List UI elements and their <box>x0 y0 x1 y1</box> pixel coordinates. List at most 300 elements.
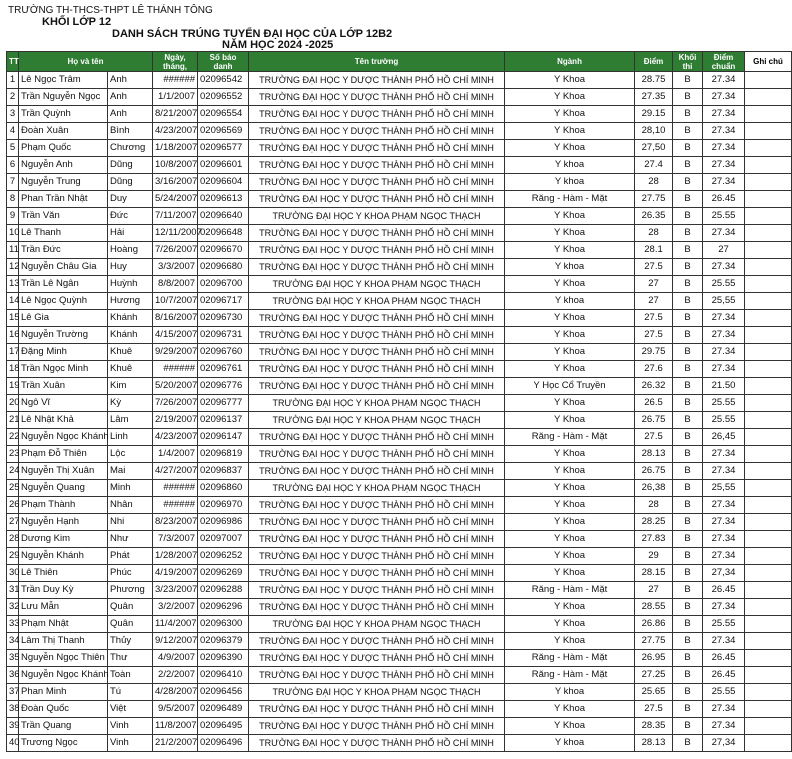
cell-tt[interactable]: 38 <box>7 701 19 718</box>
cell-major[interactable]: Y Khoa <box>505 140 635 157</box>
cell-school[interactable]: TRƯỜNG ĐẠI HỌC Y DƯỢC THÀNH PHỐ HỒ CHÍ MINH <box>249 599 505 616</box>
cell-sbd[interactable]: 02097007 <box>198 531 249 548</box>
cell-note[interactable] <box>745 599 792 616</box>
cell-dob[interactable]: ###### <box>153 361 198 378</box>
cell-surname[interactable]: Trương Ngọc <box>19 735 108 752</box>
cell-given-name[interactable]: Thư <box>108 650 153 667</box>
cell-score[interactable]: 28 <box>635 225 673 242</box>
cell-surname[interactable]: Dương Kim <box>19 531 108 548</box>
cell-tt[interactable]: 12 <box>7 259 19 276</box>
cell-surname[interactable]: Phan Trần Nhật <box>19 191 108 208</box>
cell-sbd[interactable]: 02096552 <box>198 89 249 106</box>
cell-school[interactable]: TRƯỜNG ĐẠI HỌC Y DƯỢC THÀNH PHỐ HỒ CHÍ MINH <box>249 123 505 140</box>
cell-sbd[interactable]: 02096761 <box>198 361 249 378</box>
cell-cutoff[interactable]: 27 <box>703 242 745 259</box>
cell-block[interactable]: B <box>673 72 703 89</box>
cell-cutoff[interactable]: 27.34 <box>703 174 745 191</box>
cell-dob[interactable]: 3/2/2007 <box>153 599 198 616</box>
cell-school[interactable]: TRƯỜNG ĐẠI HỌC Y DƯỢC THÀNH PHỐ HỒ CHÍ MINH <box>249 378 505 395</box>
cell-major[interactable]: Răng - Hàm - Mặt <box>505 429 635 446</box>
cell-sbd[interactable]: 02096390 <box>198 650 249 667</box>
cell-sbd[interactable]: 02096410 <box>198 667 249 684</box>
cell-major[interactable]: Y Khoa <box>505 514 635 531</box>
cell-surname[interactable]: Phạm Thành <box>19 497 108 514</box>
cell-block[interactable]: B <box>673 208 703 225</box>
cell-given-name[interactable]: Vinh <box>108 718 153 735</box>
cell-major[interactable]: Y Khoa <box>505 395 635 412</box>
cell-surname[interactable]: Nguyễn Quang <box>19 480 108 497</box>
cell-score[interactable]: 27.6 <box>635 361 673 378</box>
cell-block[interactable]: B <box>673 293 703 310</box>
cell-block[interactable]: B <box>673 684 703 701</box>
cell-surname[interactable]: Đặng Minh <box>19 344 108 361</box>
cell-score[interactable]: 26,38 <box>635 480 673 497</box>
cell-tt[interactable]: 40 <box>7 735 19 752</box>
cell-sbd[interactable]: 02096569 <box>198 123 249 140</box>
cell-tt[interactable]: 22 <box>7 429 19 446</box>
cell-surname[interactable]: Nguyễn Ngọc Khánh <box>19 667 108 684</box>
cell-dob[interactable]: 4/23/2007 <box>153 123 198 140</box>
cell-surname[interactable]: Lê Ngọc Trâm <box>19 72 108 89</box>
cell-note[interactable] <box>745 701 792 718</box>
cell-major[interactable]: Y Khoa <box>505 361 635 378</box>
cell-major[interactable]: Y Khoa <box>505 89 635 106</box>
cell-tt[interactable]: 3 <box>7 106 19 123</box>
cell-school[interactable]: TRƯỜNG ĐẠI HỌC Y DƯỢC THÀNH PHỐ HỒ CHÍ MINH <box>249 191 505 208</box>
cell-tt[interactable]: 13 <box>7 276 19 293</box>
cell-surname[interactable]: Trần Nguyễn Ngọc <box>19 89 108 106</box>
cell-major[interactable]: Y Khoa <box>505 480 635 497</box>
cell-sbd[interactable]: 02096730 <box>198 310 249 327</box>
cell-score[interactable]: 28.35 <box>635 718 673 735</box>
cell-sbd[interactable]: 02096776 <box>198 378 249 395</box>
cell-sbd[interactable]: 02096731 <box>198 327 249 344</box>
cell-note[interactable] <box>745 191 792 208</box>
cell-cutoff[interactable]: 27,34 <box>703 735 745 752</box>
cell-surname[interactable]: Phạm Nhật <box>19 616 108 633</box>
cell-dob[interactable]: 3/16/2007 <box>153 174 198 191</box>
cell-school[interactable]: TRƯỜNG ĐẠI HỌC Y DƯỢC THÀNH PHỐ HỒ CHÍ MINH <box>249 225 505 242</box>
cell-score[interactable]: 27.5 <box>635 310 673 327</box>
cell-cutoff[interactable]: 27.34 <box>703 259 745 276</box>
cell-dob[interactable]: 4/27/2007 <box>153 463 198 480</box>
cell-given-name[interactable]: Khuê <box>108 361 153 378</box>
cell-score[interactable]: 27.75 <box>635 191 673 208</box>
cell-dob[interactable]: 7/26/2007 <box>153 395 198 412</box>
cell-dob[interactable]: 11/8/2007 <box>153 718 198 735</box>
cell-note[interactable] <box>745 140 792 157</box>
cell-note[interactable] <box>745 259 792 276</box>
cell-note[interactable] <box>745 310 792 327</box>
cell-note[interactable] <box>745 548 792 565</box>
cell-block[interactable]: B <box>673 225 703 242</box>
cell-given-name[interactable]: Việt <box>108 701 153 718</box>
cell-surname[interactable]: Nguyễn Thị Xuân <box>19 463 108 480</box>
cell-block[interactable]: B <box>673 582 703 599</box>
cell-note[interactable] <box>745 327 792 344</box>
cell-dob[interactable]: 8/21/2007 <box>153 106 198 123</box>
cell-given-name[interactable]: Khánh <box>108 310 153 327</box>
cell-note[interactable] <box>745 157 792 174</box>
cell-score[interactable]: 28.55 <box>635 599 673 616</box>
cell-cutoff[interactable]: 27.34 <box>703 344 745 361</box>
cell-note[interactable] <box>745 582 792 599</box>
cell-note[interactable] <box>745 225 792 242</box>
cell-major[interactable]: Y Khoa <box>505 446 635 463</box>
cell-given-name[interactable]: Toàn <box>108 667 153 684</box>
cell-block[interactable]: B <box>673 514 703 531</box>
cell-cutoff[interactable]: 27.34 <box>703 548 745 565</box>
cell-note[interactable] <box>745 463 792 480</box>
cell-score[interactable]: 26.75 <box>635 412 673 429</box>
cell-note[interactable] <box>745 72 792 89</box>
cell-block[interactable]: B <box>673 378 703 395</box>
cell-school[interactable]: TRƯỜNG ĐẠI HỌC Y DƯỢC THÀNH PHỐ HỒ CHÍ MINH <box>249 89 505 106</box>
cell-major[interactable]: Y Khoa <box>505 701 635 718</box>
cell-given-name[interactable]: Đức <box>108 208 153 225</box>
cell-surname[interactable]: Lưu Mẫn <box>19 599 108 616</box>
cell-cutoff[interactable]: 26.45 <box>703 582 745 599</box>
cell-sbd[interactable]: 02096613 <box>198 191 249 208</box>
cell-note[interactable] <box>745 89 792 106</box>
cell-major[interactable]: Y Khoa <box>505 565 635 582</box>
cell-note[interactable] <box>745 531 792 548</box>
cell-tt[interactable]: 8 <box>7 191 19 208</box>
cell-dob[interactable]: 4/23/2007 <box>153 429 198 446</box>
cell-dob[interactable]: 8/16/2007 <box>153 310 198 327</box>
cell-school[interactable]: TRƯỜNG ĐẠI HỌC Y DƯỢC THÀNH PHỐ HỒ CHÍ MINH <box>249 650 505 667</box>
cell-cutoff[interactable]: 25.55 <box>703 616 745 633</box>
cell-dob[interactable]: 3/23/2007 <box>153 582 198 599</box>
cell-tt[interactable]: 21 <box>7 412 19 429</box>
cell-dob[interactable]: ###### <box>153 497 198 514</box>
cell-tt[interactable]: 20 <box>7 395 19 412</box>
cell-cutoff[interactable]: 27.34 <box>703 89 745 106</box>
cell-major[interactable]: Y Khoa <box>505 548 635 565</box>
cell-school[interactable]: TRƯỜNG ĐẠI HỌC Y DƯỢC THÀNH PHỐ HỒ CHÍ MINH <box>249 633 505 650</box>
cell-given-name[interactable]: Dũng <box>108 174 153 191</box>
cell-cutoff[interactable]: 27.34 <box>703 463 745 480</box>
cell-dob[interactable]: 4/28/2007 <box>153 684 198 701</box>
cell-dob[interactable]: 2/2/2007 <box>153 667 198 684</box>
cell-major[interactable]: Y Khoa <box>505 531 635 548</box>
cell-school[interactable]: TRƯỜNG ĐẠI HỌC Y KHOA PHẠM NGỌC THẠCH <box>249 412 505 429</box>
cell-sbd[interactable]: 02096296 <box>198 599 249 616</box>
cell-dob[interactable]: 1/18/2007 <box>153 140 198 157</box>
cell-tt[interactable]: 27 <box>7 514 19 531</box>
cell-cutoff[interactable]: 27.34 <box>703 106 745 123</box>
cell-note[interactable] <box>745 208 792 225</box>
cell-dob[interactable]: ###### <box>153 480 198 497</box>
cell-block[interactable]: B <box>673 565 703 582</box>
cell-tt[interactable]: 30 <box>7 565 19 582</box>
cell-surname[interactable]: Đoàn Xuân <box>19 123 108 140</box>
cell-given-name[interactable]: Nhi <box>108 514 153 531</box>
cell-school[interactable]: TRƯỜNG ĐẠI HỌC Y KHOA PHẠM NGỌC THẠCH <box>249 208 505 225</box>
cell-surname[interactable]: Nguyễn Châu Gia <box>19 259 108 276</box>
cell-cutoff[interactable]: 26.45 <box>703 191 745 208</box>
cell-score[interactable]: 28 <box>635 497 673 514</box>
cell-major[interactable]: Y Học Cổ Truyền <box>505 378 635 395</box>
cell-sbd[interactable]: 02096860 <box>198 480 249 497</box>
cell-sbd[interactable]: 02096777 <box>198 395 249 412</box>
cell-note[interactable] <box>745 497 792 514</box>
cell-note[interactable] <box>745 344 792 361</box>
cell-dob[interactable]: 7/3/2007 <box>153 531 198 548</box>
cell-block[interactable]: B <box>673 701 703 718</box>
cell-given-name[interactable]: Nhân <box>108 497 153 514</box>
cell-block[interactable]: B <box>673 259 703 276</box>
cell-block[interactable]: B <box>673 463 703 480</box>
cell-school[interactable]: TRƯỜNG ĐẠI HỌC Y DƯỢC THÀNH PHỐ HỒ CHÍ MINH <box>249 548 505 565</box>
cell-block[interactable]: B <box>673 191 703 208</box>
cell-block[interactable]: B <box>673 548 703 565</box>
cell-given-name[interactable]: Huỳnh <box>108 276 153 293</box>
cell-major[interactable]: Răng - Hàm - Mặt <box>505 667 635 684</box>
cell-dob[interactable]: 1/28/2007 <box>153 548 198 565</box>
cell-given-name[interactable]: Lâm <box>108 412 153 429</box>
cell-note[interactable] <box>745 514 792 531</box>
cell-sbd[interactable]: 02096489 <box>198 701 249 718</box>
cell-score[interactable]: 28.13 <box>635 735 673 752</box>
cell-school[interactable]: TRƯỜNG ĐẠI HỌC Y DƯỢC THÀNH PHỐ HỒ CHÍ MINH <box>249 463 505 480</box>
cell-tt[interactable]: 5 <box>7 140 19 157</box>
cell-major[interactable]: Y Khoa <box>505 327 635 344</box>
cell-sbd[interactable]: 02096496 <box>198 735 249 752</box>
cell-tt[interactable]: 18 <box>7 361 19 378</box>
cell-sbd[interactable]: 02096760 <box>198 344 249 361</box>
cell-cutoff[interactable]: 27.34 <box>703 140 745 157</box>
cell-major[interactable]: Y khoa <box>505 684 635 701</box>
cell-dob[interactable]: 5/20/2007 <box>153 378 198 395</box>
cell-surname[interactable]: Ngô Vĩ <box>19 395 108 412</box>
cell-note[interactable] <box>745 480 792 497</box>
cell-block[interactable]: B <box>673 429 703 446</box>
cell-given-name[interactable]: Phương <box>108 582 153 599</box>
cell-score[interactable]: 26.95 <box>635 650 673 667</box>
cell-given-name[interactable]: Kỳ <box>108 395 153 412</box>
cell-surname[interactable]: Lê Ngọc Quỳnh <box>19 293 108 310</box>
cell-note[interactable] <box>745 718 792 735</box>
cell-tt[interactable]: 23 <box>7 446 19 463</box>
cell-given-name[interactable]: Anh <box>108 72 153 89</box>
cell-dob[interactable]: 4/19/2007 <box>153 565 198 582</box>
cell-block[interactable]: B <box>673 310 703 327</box>
cell-score[interactable]: 28.1 <box>635 242 673 259</box>
cell-major[interactable]: Y khoa <box>505 293 635 310</box>
cell-sbd[interactable]: 02096554 <box>198 106 249 123</box>
cell-score[interactable]: 28.15 <box>635 565 673 582</box>
cell-school[interactable]: TRƯỜNG ĐẠI HỌC Y DƯỢC THÀNH PHỐ HỒ CHÍ MINH <box>249 718 505 735</box>
cell-cutoff[interactable]: 21.50 <box>703 378 745 395</box>
cell-tt[interactable]: 34 <box>7 633 19 650</box>
cell-score[interactable]: 26.86 <box>635 616 673 633</box>
cell-score[interactable]: 26.32 <box>635 378 673 395</box>
cell-dob[interactable]: 11/4/2007 <box>153 616 198 633</box>
cell-school[interactable]: TRƯỜNG ĐẠI HỌC Y DƯỢC THÀNH PHỐ HỒ CHÍ MINH <box>249 344 505 361</box>
cell-major[interactable]: Y khoa <box>505 735 635 752</box>
cell-cutoff[interactable]: 27.34 <box>703 497 745 514</box>
cell-tt[interactable]: 6 <box>7 157 19 174</box>
cell-score[interactable]: 27.5 <box>635 327 673 344</box>
cell-given-name[interactable]: Khuê <box>108 344 153 361</box>
cell-cutoff[interactable]: 27.34 <box>703 225 745 242</box>
cell-dob[interactable]: 1/1/2007 <box>153 89 198 106</box>
cell-sbd[interactable]: 02096601 <box>198 157 249 174</box>
cell-surname[interactable]: Nguyễn Trung <box>19 174 108 191</box>
cell-note[interactable] <box>745 361 792 378</box>
cell-sbd[interactable]: 02096970 <box>198 497 249 514</box>
cell-block[interactable]: B <box>673 667 703 684</box>
cell-block[interactable]: B <box>673 174 703 191</box>
cell-cutoff[interactable]: 27.34 <box>703 446 745 463</box>
cell-given-name[interactable]: Anh <box>108 89 153 106</box>
cell-surname[interactable]: Lê Thiên <box>19 565 108 582</box>
cell-surname[interactable]: Nguyễn Ngọc Thiên <box>19 650 108 667</box>
cell-major[interactable]: Y Khoa <box>505 497 635 514</box>
cell-surname[interactable]: Trần Văn <box>19 208 108 225</box>
cell-sbd[interactable]: 02096137 <box>198 412 249 429</box>
cell-surname[interactable]: Nguyễn Hạnh <box>19 514 108 531</box>
cell-note[interactable] <box>745 242 792 259</box>
cell-tt[interactable]: 19 <box>7 378 19 395</box>
cell-given-name[interactable]: Dũng <box>108 157 153 174</box>
cell-sbd[interactable]: 02096986 <box>198 514 249 531</box>
cell-cutoff[interactable]: 27.34 <box>703 310 745 327</box>
cell-surname[interactable]: Trần Quỳnh <box>19 106 108 123</box>
cell-given-name[interactable]: Quân <box>108 616 153 633</box>
cell-score[interactable]: 27.83 <box>635 531 673 548</box>
cell-note[interactable] <box>745 174 792 191</box>
cell-major[interactable]: Y Khoa <box>505 412 635 429</box>
cell-tt[interactable]: 14 <box>7 293 19 310</box>
cell-dob[interactable]: 9/29/2007 <box>153 344 198 361</box>
cell-tt[interactable]: 2 <box>7 89 19 106</box>
cell-major[interactable]: Y Khoa <box>505 276 635 293</box>
cell-block[interactable]: B <box>673 599 703 616</box>
cell-score[interactable]: 26.35 <box>635 208 673 225</box>
cell-block[interactable]: B <box>673 242 703 259</box>
cell-sbd[interactable]: 02096456 <box>198 684 249 701</box>
cell-block[interactable]: B <box>673 616 703 633</box>
cell-major[interactable]: Y Khoa <box>505 72 635 89</box>
cell-block[interactable]: B <box>673 123 703 140</box>
cell-block[interactable]: B <box>673 140 703 157</box>
cell-school[interactable]: TRƯỜNG ĐẠI HỌC Y DƯỢC THÀNH PHỐ HỒ CHÍ MINH <box>249 72 505 89</box>
cell-score[interactable]: 29 <box>635 548 673 565</box>
cell-sbd[interactable]: 02096288 <box>198 582 249 599</box>
cell-surname[interactable]: Nguyễn Anh <box>19 157 108 174</box>
cell-tt[interactable]: 36 <box>7 667 19 684</box>
cell-major[interactable]: Y Khoa <box>505 225 635 242</box>
cell-sbd[interactable]: 02096542 <box>198 72 249 89</box>
cell-score[interactable]: 27 <box>635 293 673 310</box>
cell-tt[interactable]: 28 <box>7 531 19 548</box>
cell-block[interactable]: B <box>673 718 703 735</box>
cell-tt[interactable]: 39 <box>7 718 19 735</box>
cell-note[interactable] <box>745 565 792 582</box>
cell-dob[interactable]: 1/4/2007 <box>153 446 198 463</box>
cell-school[interactable]: TRƯỜNG ĐẠI HỌC Y DƯỢC THÀNH PHỐ HỒ CHÍ MINH <box>249 446 505 463</box>
cell-sbd[interactable]: 02096495 <box>198 718 249 735</box>
cell-surname[interactable]: Phạm Quốc <box>19 140 108 157</box>
cell-given-name[interactable]: Minh <box>108 480 153 497</box>
cell-school[interactable]: TRƯỜNG ĐẠI HỌC Y DƯỢC THÀNH PHỐ HỒ CHÍ MINH <box>249 565 505 582</box>
cell-surname[interactable]: Nguyễn Khánh <box>19 548 108 565</box>
cell-major[interactable]: Y Khoa <box>505 242 635 259</box>
cell-major[interactable]: Y Khoa <box>505 310 635 327</box>
cell-school[interactable]: TRƯỜNG ĐẠI HỌC Y KHOA PHẠM NGỌC THẠCH <box>249 616 505 633</box>
cell-cutoff[interactable]: 27.34 <box>703 157 745 174</box>
cell-tt[interactable]: 17 <box>7 344 19 361</box>
cell-sbd[interactable]: 02096648 <box>198 225 249 242</box>
cell-school[interactable]: TRƯỜNG ĐẠI HỌC Y DƯỢC THÀNH PHỐ HỒ CHÍ MINH <box>249 514 505 531</box>
cell-cutoff[interactable]: 27.34 <box>703 599 745 616</box>
cell-school[interactable]: TRƯỜNG ĐẠI HỌC Y DƯỢC THÀNH PHỐ HỒ CHÍ MINH <box>249 701 505 718</box>
cell-block[interactable]: B <box>673 276 703 293</box>
cell-note[interactable] <box>745 412 792 429</box>
cell-tt[interactable]: 31 <box>7 582 19 599</box>
cell-note[interactable] <box>745 293 792 310</box>
cell-major[interactable]: Y khoa <box>505 259 635 276</box>
cell-surname[interactable]: Trần Xuân <box>19 378 108 395</box>
cell-tt[interactable]: 7 <box>7 174 19 191</box>
cell-block[interactable]: B <box>673 157 703 174</box>
cell-cutoff[interactable]: 26.45 <box>703 650 745 667</box>
cell-score[interactable]: 27.5 <box>635 429 673 446</box>
cell-school[interactable]: TRƯỜNG ĐẠI HỌC Y DƯỢC THÀNH PHỐ HỒ CHÍ MINH <box>249 531 505 548</box>
cell-cutoff[interactable]: 25.55 <box>703 684 745 701</box>
cell-major[interactable]: Y Khoa <box>505 718 635 735</box>
cell-dob[interactable]: 8/8/2007 <box>153 276 198 293</box>
cell-given-name[interactable]: Linh <box>108 429 153 446</box>
cell-note[interactable] <box>745 106 792 123</box>
cell-note[interactable] <box>745 429 792 446</box>
cell-school[interactable]: TRƯỜNG ĐẠI HỌC Y DƯỢC THÀNH PHỐ HỒ CHÍ MINH <box>249 106 505 123</box>
cell-cutoff[interactable]: 27.34 <box>703 361 745 378</box>
cell-given-name[interactable]: Phúc <box>108 565 153 582</box>
cell-block[interactable]: B <box>673 497 703 514</box>
cell-major[interactable]: Y Khoa <box>505 633 635 650</box>
cell-score[interactable]: 27.25 <box>635 667 673 684</box>
cell-school[interactable]: TRƯỜNG ĐẠI HỌC Y DƯỢC THÀNH PHỐ HỒ CHÍ MINH <box>249 667 505 684</box>
cell-score[interactable]: 27.5 <box>635 259 673 276</box>
cell-surname[interactable]: Nguyễn Trường <box>19 327 108 344</box>
cell-sbd[interactable]: 02096837 <box>198 463 249 480</box>
cell-score[interactable]: 26.75 <box>635 463 673 480</box>
cell-major[interactable]: Răng - Hàm - Mặt <box>505 650 635 667</box>
cell-cutoff[interactable]: 27.34 <box>703 701 745 718</box>
cell-school[interactable]: TRƯỜNG ĐẠI HỌC Y KHOA PHẠM NGỌC THẠCH <box>249 395 505 412</box>
cell-given-name[interactable]: Hương <box>108 293 153 310</box>
cell-sbd[interactable]: 02096604 <box>198 174 249 191</box>
cell-school[interactable]: TRƯỜNG ĐẠI HỌC Y DƯỢC THÀNH PHỐ HỒ CHÍ MINH <box>249 259 505 276</box>
cell-school[interactable]: TRƯỜNG ĐẠI HỌC Y DƯỢC THÀNH PHỐ HỒ CHÍ MINH <box>249 140 505 157</box>
cell-tt[interactable]: 32 <box>7 599 19 616</box>
cell-dob[interactable]: 7/26/2007 <box>153 242 198 259</box>
cell-tt[interactable]: 4 <box>7 123 19 140</box>
cell-surname[interactable]: Lê Thanh <box>19 225 108 242</box>
cell-sbd[interactable]: 02096717 <box>198 293 249 310</box>
cell-score[interactable]: 28.75 <box>635 72 673 89</box>
cell-tt[interactable]: 9 <box>7 208 19 225</box>
cell-given-name[interactable]: Như <box>108 531 153 548</box>
cell-block[interactable]: B <box>673 480 703 497</box>
cell-surname[interactable]: Phan Minh <box>19 684 108 701</box>
cell-dob[interactable]: 4/15/2007 <box>153 327 198 344</box>
cell-dob[interactable]: 5/24/2007 <box>153 191 198 208</box>
cell-dob[interactable]: 12/11/2007 <box>153 225 198 242</box>
